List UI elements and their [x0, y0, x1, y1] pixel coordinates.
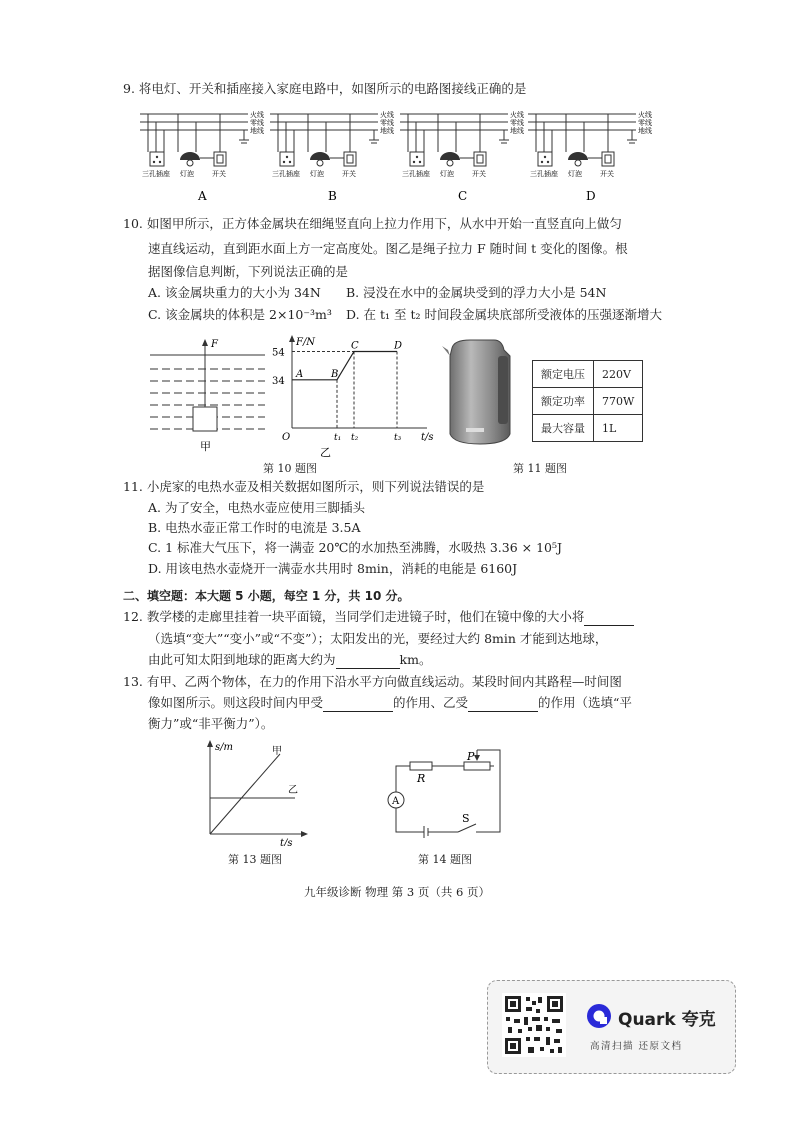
- answer-blank[interactable]: [584, 611, 634, 626]
- q13-graph: [200, 738, 310, 846]
- q10-option-c: C. 该金属块的体积是 2×10⁻³m³: [148, 307, 332, 322]
- lamp-bulb: [575, 160, 581, 166]
- q10-fig-jia: [145, 335, 270, 455]
- q12-text-3b: km。: [399, 652, 432, 667]
- socket-hole: [544, 156, 546, 158]
- lamp-icon: [568, 152, 588, 160]
- x-tick-label: t₁: [334, 433, 342, 443]
- kettle-image: [440, 336, 522, 448]
- spec-value: 1L: [594, 415, 643, 442]
- y-tick-label: 54: [272, 347, 285, 359]
- quark-logo-icon: [586, 1003, 612, 1029]
- wire-label: 零线: [380, 119, 394, 127]
- switch-icon: [474, 152, 486, 166]
- force-series-line: [292, 352, 397, 380]
- wire-label: 火线: [250, 111, 264, 119]
- table-row: [533, 361, 643, 388]
- lamp-bulb: [447, 160, 453, 166]
- wire-label: 地线: [380, 127, 394, 135]
- slider-label: P: [467, 750, 475, 763]
- switch-icon: [344, 152, 356, 166]
- q12-text-3a: 由此可知太阳到地球的距离大约为: [148, 652, 336, 667]
- socket-hole: [159, 161, 161, 163]
- switch-icon: [602, 152, 614, 166]
- circuit-option-b: [270, 110, 394, 203]
- origin-label: O: [282, 432, 291, 443]
- q13-line2: [148, 694, 632, 712]
- q11-option-b: B. 电热水壶正常工作时的电流是 3.5A: [148, 520, 361, 535]
- q10-line3: 据图像信息判断，下列说法正确的是: [148, 264, 349, 279]
- q9-stem: 9. 将电灯、开关和插座接入家庭电路中，如图所示的电路图接线正确的是: [123, 81, 527, 96]
- component-label: 灯泡: [440, 170, 454, 178]
- quark-watermark: [487, 980, 736, 1074]
- socket-icon: [538, 152, 552, 166]
- spec-label: 额定电压: [533, 361, 594, 388]
- q10-option-b: B. 浸没在水中的金属块受到的浮力大小是 54N: [346, 285, 607, 300]
- q14-circuit: [382, 746, 512, 842]
- q13-x-label: t/s: [280, 838, 293, 846]
- switch-icon: [214, 152, 226, 166]
- lamp-bulb: [187, 160, 193, 166]
- lamp-icon: [310, 152, 330, 160]
- spec-value: 770W: [594, 388, 643, 415]
- lamp-icon: [440, 152, 460, 160]
- component-label: 三孔插座: [142, 170, 170, 178]
- wire-label: 火线: [380, 111, 394, 119]
- spec-value: 220V: [594, 361, 643, 388]
- force-arrow-label: F: [211, 339, 218, 350]
- point-label: A: [296, 368, 304, 380]
- wire-label: 火线: [510, 111, 524, 119]
- q11-option-d: D. 用该电热水壶烧开一满壶水共用时 8min，消耗的电能是 6160J: [148, 561, 518, 576]
- q10-line1: 10. 如图甲所示，正方体金属块在细绳竖直向上拉力作用下，从水中开始一直竖直向上做匀: [123, 216, 622, 231]
- lamp-icon: [180, 152, 200, 160]
- q13-text-2c: 的作用（选填“平: [538, 695, 632, 710]
- q13-text-2b: 的作用、乙受: [393, 695, 469, 710]
- circuit-option-c: [400, 110, 524, 203]
- answer-blank[interactable]: [323, 697, 393, 712]
- fig-yi-label: 乙: [320, 446, 331, 458]
- y-axis-label: F/N: [296, 337, 316, 348]
- fig-jia-label: 甲: [200, 440, 211, 453]
- socket-hole: [153, 161, 155, 163]
- q10-line2: 速直线运动，直到距水面上方一定高度处。图乙是绳子拉力 F 随时间 t 变化的图像。根: [148, 241, 628, 256]
- q13-line1: 13. 有甲、乙两个物体，在力的作用下沿水平方向做直线运动。某段时间内其路程—时间图: [123, 674, 622, 689]
- option-label: A: [198, 189, 207, 203]
- component-label: 三孔插座: [272, 170, 300, 178]
- socket-hole: [286, 156, 288, 158]
- resistor-label: R: [417, 772, 426, 785]
- point-label: D: [394, 340, 403, 352]
- q10-graph-yi: [270, 333, 440, 458]
- table-row: [533, 388, 643, 415]
- table-row: [533, 415, 643, 442]
- x-axis-label: t/s: [421, 432, 434, 443]
- point-label: C: [351, 340, 359, 352]
- wire-label: 地线: [510, 127, 524, 135]
- q13-caption: 第 13 题图: [228, 853, 282, 866]
- spec-label: 最大容量: [533, 415, 594, 442]
- socket-icon: [410, 152, 424, 166]
- q10-caption: 第 10 题图: [263, 462, 317, 475]
- ammeter-label: A: [392, 796, 400, 807]
- socket-hole: [289, 161, 291, 163]
- q13-line3: 衡力”或“非平衡力”）。: [148, 716, 274, 731]
- wire-label: 地线: [250, 127, 264, 135]
- option-label: C: [458, 189, 468, 203]
- option-label: B: [328, 189, 337, 203]
- socket-hole: [156, 156, 158, 158]
- q13-line-jia: 甲: [272, 746, 282, 757]
- wire-label: 零线: [638, 119, 652, 127]
- q10-option-a: A. 该金属块重力的大小为 34N: [148, 285, 321, 300]
- component-label: 开关: [342, 170, 356, 178]
- component-label: 三孔插座: [402, 170, 430, 178]
- x-tick-label: t₃: [394, 433, 402, 443]
- x-tick-label: t₂: [351, 433, 359, 443]
- socket-hole: [547, 161, 549, 163]
- lamp-bulb: [317, 160, 323, 166]
- socket-hole: [419, 161, 421, 163]
- kettle-spec-table: [532, 360, 643, 442]
- y-axis-arrow: [289, 335, 295, 342]
- wire-label: 地线: [638, 127, 652, 135]
- answer-blank[interactable]: [468, 697, 538, 712]
- option-label: D: [586, 189, 596, 203]
- page-footer: 九年级诊断 物理 第 3 页（共 6 页）: [303, 885, 491, 899]
- q12-line2: （选填“变大”“变小”或“不变”）；太阳发出的光，要经过大约 8min 才能到达地球，: [148, 631, 608, 646]
- q12-line3: [148, 651, 431, 669]
- q12-text-1: 12. 教学楼的走廊里挂着一块平面镜，当同学们走进镜子时，他们在镜中像的大小将: [123, 609, 585, 624]
- spec-label: 额定功率: [533, 388, 594, 415]
- component-label: 开关: [212, 170, 226, 178]
- circuit-option-a: [140, 110, 264, 203]
- qr-code-icon: [502, 993, 566, 1057]
- component-label: 灯泡: [310, 170, 324, 178]
- socket-hole: [541, 161, 543, 163]
- q11-option-a: A. 为了安全，电热水壶应使用三脚插头: [148, 500, 365, 515]
- component-label: 灯泡: [568, 170, 582, 178]
- q13-y-label: s/m: [215, 742, 233, 753]
- quark-slogan: 高清扫描 还原文档: [590, 1041, 683, 1052]
- q9-circuit-figures: [140, 108, 660, 206]
- socket-icon: [150, 152, 164, 166]
- component-label: 三孔插座: [530, 170, 558, 178]
- answer-blank[interactable]: [336, 654, 400, 669]
- q11-caption: 第 11 题图: [513, 462, 567, 475]
- socket-hole: [283, 161, 285, 163]
- q13-line-yi: 乙: [288, 785, 298, 796]
- section-title: 二、填空题：本大题 5 小题，每空 1 分，共 10 分。: [123, 589, 410, 603]
- wire-label: 零线: [510, 119, 524, 127]
- component-label: 开关: [600, 170, 614, 178]
- circuit-option-d: [528, 110, 652, 203]
- quark-brand: Quark 夸克: [618, 1010, 716, 1030]
- q12-line1: [123, 608, 634, 626]
- q13-text-2a: 像如图所示。则这段时间内甲受: [148, 695, 324, 710]
- y-tick-label: 34: [272, 375, 285, 387]
- q14-caption: 第 14 题图: [418, 853, 472, 866]
- q10-option-d: D. 在 t₁ 至 t₂ 时间段金属块底部所受液体的压强逐渐增大: [346, 307, 662, 322]
- wire-label: 火线: [638, 111, 652, 119]
- point-label: B: [331, 368, 339, 380]
- socket-icon: [280, 152, 294, 166]
- q11-option-c: C. 1 标准大气压下，将一满壶 20℃的水加热至沸腾，水吸热 3.36 × 10⁵J: [148, 540, 563, 555]
- q11-stem: 11. 小虎家的电热水壶及相关数据如图所示，则下列说法错误的是: [123, 479, 485, 494]
- socket-hole: [413, 161, 415, 163]
- component-label: 灯泡: [180, 170, 194, 178]
- wire-label: 零线: [250, 119, 264, 127]
- switch-label: S: [462, 812, 470, 825]
- socket-hole: [416, 156, 418, 158]
- component-label: 开关: [472, 170, 486, 178]
